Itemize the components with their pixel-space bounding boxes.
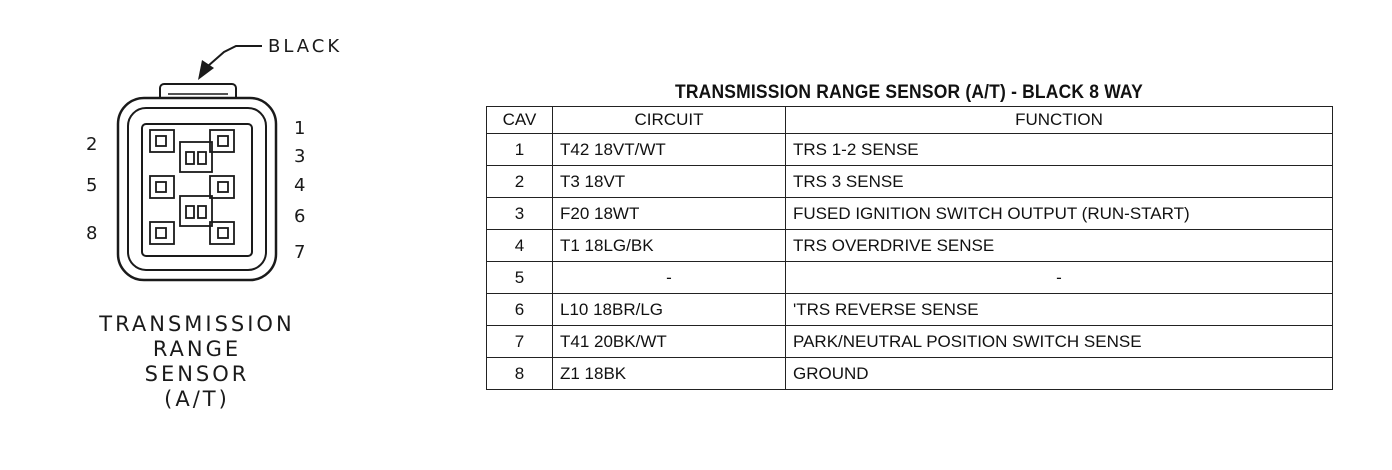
cell-circuit: T1 18LG/BK: [553, 230, 786, 262]
table-row: [487, 166, 1333, 198]
pin-label-1: 1: [294, 118, 306, 139]
cell-circuit: -: [553, 262, 786, 294]
cell-cav: 3: [487, 198, 553, 230]
cell-cav: 1: [487, 134, 553, 166]
pin-label-8: 8: [86, 223, 98, 244]
cell-circuit: Z1 18BK: [553, 358, 786, 390]
cell-function: GROUND: [786, 358, 1333, 390]
cell-circuit: T41 20BK/WT: [553, 326, 786, 358]
pin-label-7: 7: [294, 242, 306, 263]
table-row: [487, 262, 1333, 294]
cell-function: -: [786, 262, 1333, 294]
cell-circuit: L10 18BR/LG: [553, 294, 786, 326]
table-row: [487, 134, 1333, 166]
table-header-row: [487, 107, 1333, 134]
cell-function: PARK/NEUTRAL POSITION SWITCH SENSE: [786, 326, 1333, 358]
caption-line: RANGE: [152, 337, 242, 361]
header-function: FUNCTION: [786, 107, 1333, 134]
cell-function: 'TRS REVERSE SENSE: [786, 294, 1333, 326]
cell-circuit: T42 18VT/WT: [553, 134, 786, 166]
caption-line: SENSOR: [144, 362, 250, 386]
cell-function: TRS 1-2 SENSE: [786, 134, 1333, 166]
cell-cav: 8: [487, 358, 553, 390]
pin-label-5: 5: [86, 175, 98, 196]
header-cav: CAV: [487, 107, 553, 134]
cell-cav: 2: [487, 166, 553, 198]
caption-line: (A/T): [164, 387, 230, 411]
table-row: [487, 198, 1333, 230]
table-row: [487, 358, 1333, 390]
connector-caption: [60, 312, 334, 412]
cell-function: FUSED IGNITION SWITCH OUTPUT (RUN-START): [786, 198, 1333, 230]
header-circuit: CIRCUIT: [553, 107, 786, 134]
pin-label-4: 4: [294, 175, 306, 196]
cell-cav: 5: [487, 262, 553, 294]
pin-label-2: 2: [86, 134, 98, 155]
caption-line: TRANSMISSION: [99, 312, 295, 336]
cell-cav: 7: [487, 326, 553, 358]
color-leader-line: [208, 46, 262, 66]
table-row: [487, 294, 1333, 326]
pin-label-3: 3: [294, 146, 306, 167]
cell-function: TRS OVERDRIVE SENSE: [786, 230, 1333, 262]
connector-color-label: BLACK: [268, 36, 343, 57]
table-row: [487, 326, 1333, 358]
table-row: [487, 230, 1333, 262]
pinout-table: [486, 106, 1333, 390]
pin-label-6: 6: [294, 206, 306, 227]
cell-function: TRS 3 SENSE: [786, 166, 1333, 198]
table-title: TRANSMISSION RANGE SENSOR (A/T) - BLACK 8 WAY: [675, 82, 1143, 103]
cell-cav: 6: [487, 294, 553, 326]
cell-circuit: F20 18WT: [553, 198, 786, 230]
cell-circuit: T3 18VT: [553, 166, 786, 198]
cell-cav: 4: [487, 230, 553, 262]
